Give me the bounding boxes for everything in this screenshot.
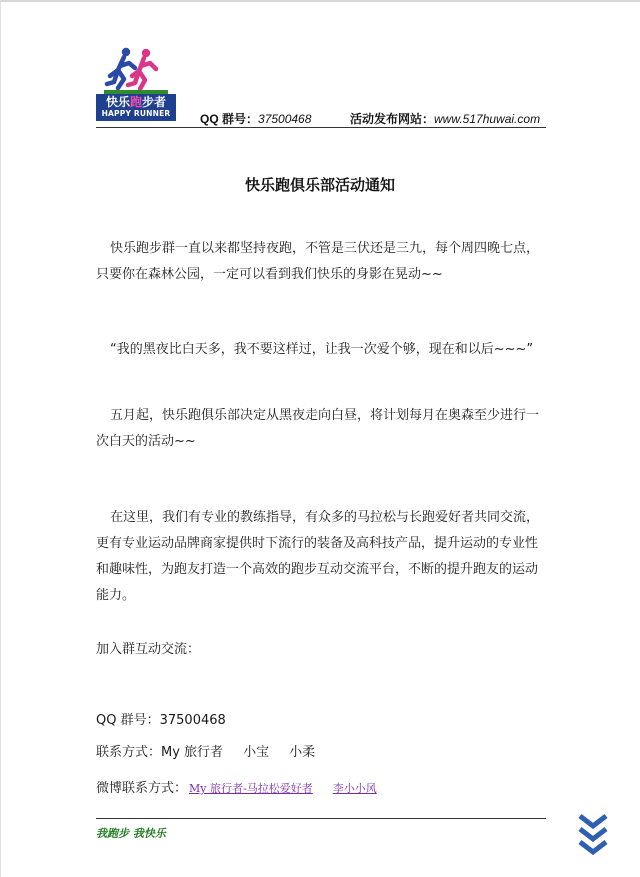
weibo-contacts: 微博联系方式： My 旅行者-马拉松爱好者 李小小风 bbox=[96, 781, 377, 796]
weibo-link-marathon-lover[interactable]: My 旅行者-马拉松爱好者 bbox=[189, 782, 313, 795]
page-top-border bbox=[0, 0, 640, 2]
paragraph-night-run: 快乐跑步群一直以来都坚持夜跑，不管是三伏还是三九，每个周四晚七点，只要你在森林公园，一定可以看到我们快乐的身影在晃动~~ bbox=[96, 241, 540, 282]
contact-methods: 联系方式：My 旅行者 小宝 小柔 bbox=[96, 745, 316, 760]
paragraph-lyric-quote: “我的黑夜比白天多，我不要这样过，让我一次爱个够，现在和以后~~~” bbox=[110, 342, 534, 357]
header-qq-group: QQ 群号：37500468 bbox=[200, 112, 312, 126]
contact-qq-group: QQ 群号：37500468 bbox=[96, 713, 226, 728]
header-website: 活动发布网站：www.517huwai.com bbox=[350, 112, 541, 126]
logo-english-name: HAPPY RUNNER bbox=[101, 109, 171, 118]
logo-chinese-name: 快乐跑步者 bbox=[105, 95, 167, 109]
footer-slogan: 我跑步 我快乐 bbox=[96, 827, 166, 840]
contact-person: My 旅行者 bbox=[161, 745, 224, 760]
contact-person: 小宝 bbox=[243, 745, 270, 760]
paragraph-join-group: 加入群互动交流： bbox=[96, 642, 201, 657]
page-title: 快乐跑俱乐部活动通知 bbox=[244, 176, 395, 194]
paragraph-club-intro: 在这里，我们有专业的教练指导，有众多的马拉松与长跑爱好者共同交流，更有专业运动品牌商家提供时下流行的装备及高科技产品，提升运动的专业性和趣味性，为跑友打造一个高效的跑步互动交流平台，不断的提升跑友的运动能力。 bbox=[96, 510, 540, 603]
paragraph-daytime-plan: 五月起，快乐跑俱乐部决定从黑夜走向白昼，将计划每月在奥森至少进行一次白天的活动~~ bbox=[96, 408, 540, 449]
triple-chevron-down-icon bbox=[576, 812, 610, 856]
logo-text-box bbox=[96, 94, 176, 121]
page-left-border bbox=[0, 0, 1, 877]
footer-divider bbox=[96, 818, 546, 819]
runners-icon bbox=[104, 46, 168, 96]
contact-person: 小柔 bbox=[289, 745, 316, 760]
happy-runner-logo bbox=[96, 46, 176, 126]
header-divider bbox=[96, 127, 546, 128]
weibo-link-li-xiaoxiaofeng[interactable]: 李小小风 bbox=[332, 782, 377, 795]
